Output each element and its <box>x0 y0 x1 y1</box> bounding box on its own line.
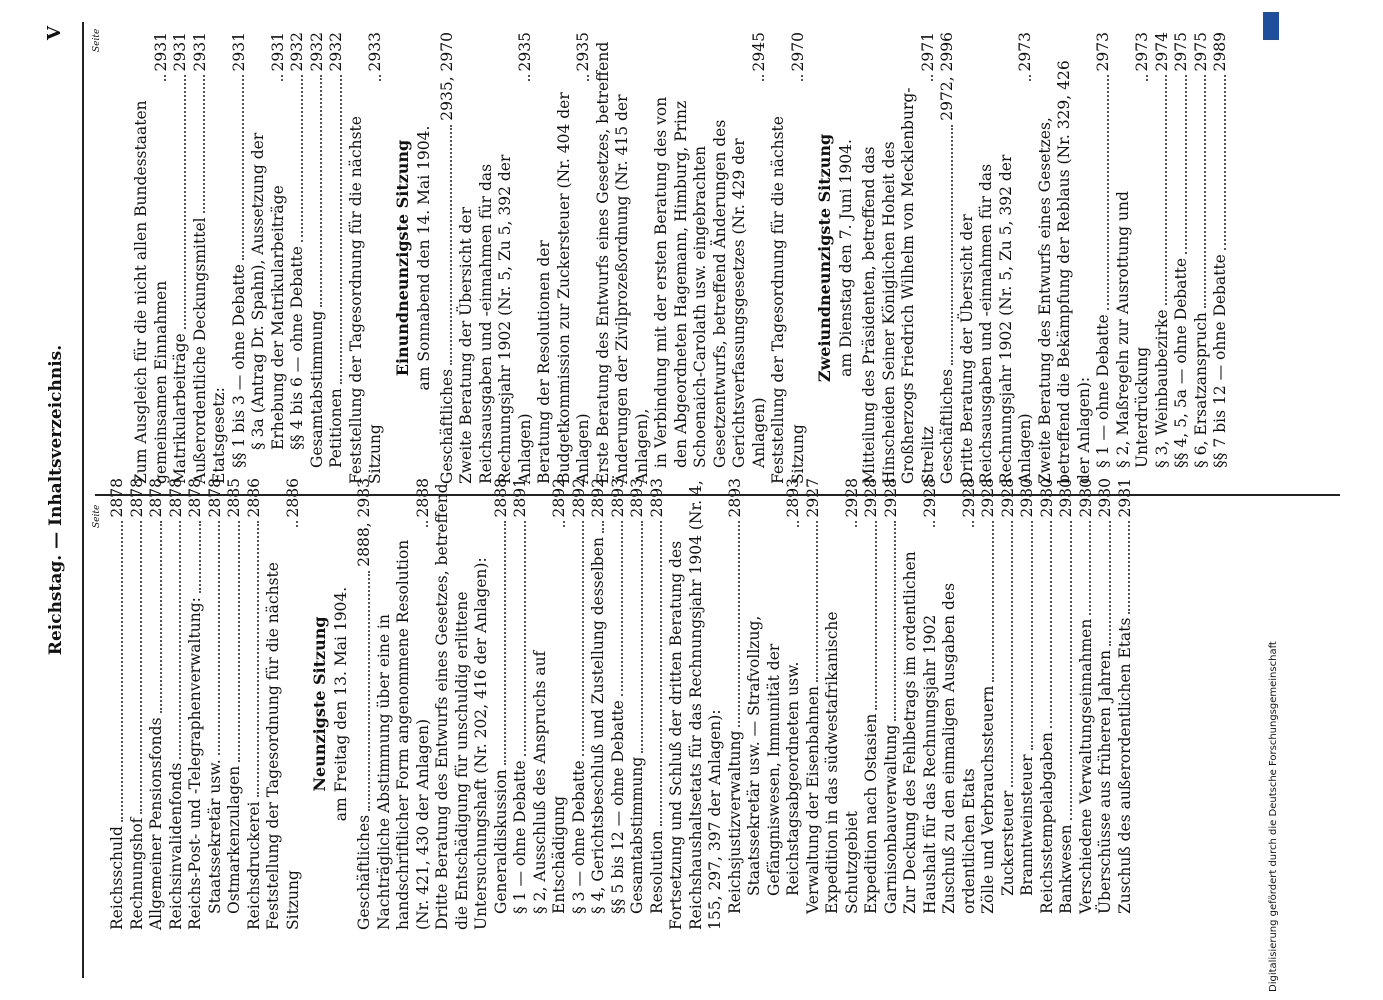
dot-leader <box>641 521 643 752</box>
toc-entry-text: Geschäftliches <box>938 368 956 484</box>
toc-entry-text: §§ 7 bis 12 — ohne Debatte <box>1211 254 1229 468</box>
toc-entry-text: Verwaltung der Eisenbahnen <box>803 686 822 914</box>
toc-entry-text: Dritte Beratung des Entwurfs eines Gesetzes, betreffend die Entschädigung für unschuldig erlittene Untersuchungshaft (Nr. 202, 416 der Anlagen): <box>433 483 490 930</box>
page-number: V <box>44 26 65 40</box>
toc-entry-text: § 3 — ohne Debatte <box>569 760 588 914</box>
toc-entry-text: Staatssekretär usw. <box>205 759 224 914</box>
toc-entry-text: §§ 5 bis 12 — ohne Debatte <box>608 700 627 914</box>
session-heading: Einundneunzigste Sitzung <box>392 139 412 377</box>
toc-entry-text: Reichs-Post- und -Telegraphenverwaltung: <box>186 597 204 930</box>
dot-leader <box>121 521 123 822</box>
toc-entry-text: §§ 1 bis 3 — ohne Debatte <box>229 264 248 468</box>
dot-leader <box>582 521 584 756</box>
dot-leader <box>1029 75 1031 81</box>
dot-leader <box>1107 75 1109 310</box>
toc-entry-text: Beratung der Resolutionen der Budgetkommission zur Zuckersteuer (Nr. 404 der Anlagen) <box>535 92 592 484</box>
toc-entry-page: 2928 <box>862 478 880 518</box>
toc-entry <box>882 478 902 930</box>
toc-entry-page: 2931 <box>171 32 189 72</box>
toc-entry-text: § 2, Ausschluß des Anspruchs auf Entschädigung <box>530 650 568 914</box>
toc-entry-page: 2930 <box>1018 478 1036 518</box>
dot-leader <box>602 521 604 533</box>
toc-entry-page: 2893 <box>784 478 802 518</box>
toc-entry-page: 2928 <box>979 478 997 518</box>
toc-entry <box>433 478 492 930</box>
toc-entry-text: Expedition in das südwestafrikanische Schutzgebiet <box>823 611 861 914</box>
toc-entry-text: Verschiedene Verwaltungseinnahmen <box>1076 618 1095 914</box>
dot-leader <box>242 75 244 260</box>
toc-entry-page: 2975 <box>1172 32 1190 72</box>
column-page-label-left: Seite <box>92 504 102 528</box>
dot-leader <box>1031 521 1033 750</box>
toc-entry-text: Generaldiskussion <box>491 769 510 914</box>
dot-leader <box>1050 521 1052 728</box>
toc-entry <box>1172 32 1192 484</box>
toc-entry-text: Zölle und Verbrauchssteuern <box>979 685 997 914</box>
toc-entry-page: 2931 <box>229 32 248 72</box>
session-date: am Sonnabend den 14. Mai 1904. <box>414 125 433 391</box>
toc-entry <box>511 478 531 930</box>
toc-entry-text: Zweite Beratung des Entwurfs eines Gesetzes, betreffend die Bekämpfung der Reblaus (Nr. 329, 426 der Anlagen): <box>1035 60 1093 484</box>
toc-entry <box>609 478 629 930</box>
toc-entry <box>457 32 535 484</box>
toc-entry <box>230 32 250 484</box>
toc-entry <box>667 478 726 930</box>
toc-entry-text: Erste Beratung des Entwurfs eines Gesetzes, betreffend Änderungen der Zivilprozeßordnung (Nr. 415 der Anlagen), <box>593 41 651 484</box>
toc-entry-page: 2932 <box>288 32 306 72</box>
dot-leader <box>1224 75 1226 250</box>
toc-entry-page: 2935 <box>574 32 592 72</box>
header-rule <box>82 22 84 978</box>
toc-entry-page: 2973 <box>1016 32 1034 72</box>
dot-leader <box>164 75 166 81</box>
column-page-label-right: Seite <box>92 28 102 52</box>
toc-entry-text: § 3a (Antrag Dr. Spahn), Aussetzung der Erhebung der Matrikularbeiträge <box>249 132 287 450</box>
toc-entry <box>492 478 512 930</box>
dot-leader <box>1165 75 1167 305</box>
toc-entry-text: Zweite Beratung der Übersicht der Reichsausgaben und -einnahmen für das Rechnungsjahr 1902 (Nr. 5, Zu 5, 392 der Anlagen) <box>457 154 534 484</box>
toc-entry <box>979 478 999 930</box>
dot-leader <box>218 521 220 755</box>
dot-leader <box>524 521 526 756</box>
toc-entry-page: 2893 <box>608 478 627 518</box>
funding-note: Digitalisierung gefördert durch die Deutsche Forschungsgemeinschaft <box>1268 641 1279 992</box>
toc-entry-page: 2932 <box>327 32 345 72</box>
toc-entry-page: 2945 <box>749 32 768 72</box>
toc-entry <box>726 478 746 930</box>
dot-leader <box>140 521 142 813</box>
toc-entry-page: 2892 <box>550 478 568 518</box>
toc-entry <box>1211 32 1231 484</box>
dot-leader <box>160 521 162 713</box>
toc-entry-text: § 2, Maßregeln zur Ausrottung und Unterdrückung <box>1113 191 1151 468</box>
toc-entry-text: § 6, Ersatzanspruch <box>1191 312 1210 468</box>
toc-entry-page: 2931 <box>190 32 209 72</box>
session-date: am Dienstag den 7. Juni 1904. <box>837 139 855 377</box>
toc-entry <box>347 32 386 484</box>
dot-leader <box>563 521 565 527</box>
toc-entry <box>652 32 769 484</box>
toc-entry-text: Gesamtabstimmung <box>628 756 646 914</box>
dot-leader <box>660 521 662 826</box>
toc-entry-page: 2932 <box>307 32 326 72</box>
toc-entry-page: 2933 <box>366 32 384 72</box>
toc-entry-text: Reichsschuld <box>108 826 126 930</box>
toc-entry-text: Zuschuß zu den einmaligen Ausgaben des ordentlichen Etats <box>940 582 978 914</box>
toc-entry <box>745 478 804 930</box>
toc-entry-page: 2935, 2970 <box>437 32 456 121</box>
dot-leader <box>1128 521 1130 613</box>
dot-leader <box>801 75 803 81</box>
dot-leader <box>855 521 857 527</box>
toc-entry-page: 2971 <box>918 32 937 72</box>
toc-entry-text: § 3, Weinbaubezirke <box>1152 309 1171 468</box>
dot-leader <box>1146 75 1148 81</box>
toc-entry-text: Feststellung der Tagesordnung für die nächste Sitzung <box>769 116 807 484</box>
dot-leader <box>738 521 740 726</box>
toc-entry-page: 2935 <box>515 32 534 72</box>
toc-entry-text: Bankwesen <box>1057 824 1075 914</box>
toc-entry-text: Feststellung der Tagesordnung für die nächste Sitzung <box>346 116 384 484</box>
toc-entry-page: 2931 <box>1115 478 1134 518</box>
dot-leader <box>894 521 896 720</box>
toc-entry-page: 2927 <box>803 478 822 518</box>
dot-leader <box>972 521 974 527</box>
toc-entry-text: Gesamtabstimmung <box>307 310 326 468</box>
toc-entry-page: 2928 <box>920 478 939 518</box>
dot-leader <box>504 521 506 765</box>
dot-leader <box>1089 521 1091 614</box>
toc-entry-page: 2878 <box>166 478 185 518</box>
toc-entry-page: 2931 <box>151 32 170 72</box>
toc-entry <box>1192 32 1212 484</box>
dot-leader <box>199 521 201 593</box>
page-header <box>44 22 70 978</box>
toc-entry <box>264 478 303 930</box>
toc-entry <box>1153 32 1173 484</box>
toc-entry-page: 2975 <box>1191 32 1210 72</box>
toc-entry <box>1096 478 1116 930</box>
toc-entry <box>531 478 570 930</box>
toc-entry <box>167 478 187 930</box>
dot-leader <box>875 521 877 709</box>
toc-entry <box>1077 478 1097 930</box>
toc-entry <box>438 32 458 484</box>
toc-entry <box>132 32 171 484</box>
toc-entry <box>862 478 882 930</box>
toc-entry <box>940 478 979 930</box>
toc-entry-page: 2885 <box>225 478 243 518</box>
dot-leader <box>931 75 933 81</box>
session-heading: Zweiundneunzigste Sitzung <box>815 133 834 383</box>
toc-entry-page: 2930 <box>1037 478 1056 518</box>
toc-entry <box>1038 478 1058 930</box>
toc-entry <box>589 478 609 930</box>
toc-entry <box>225 478 245 930</box>
toc-entry-page: 2892 <box>589 478 607 518</box>
toc-entry-text: Garnisonbauverwaltung <box>881 724 900 914</box>
toc-entry <box>355 478 375 930</box>
toc-entry <box>1114 32 1153 484</box>
toc-entry-text: Zur Deckung des Fehlbetrags im ordentlichen Haushalt für das Rechnungsjahr 1902 <box>901 551 939 914</box>
toc-entry-text: Zum Ausgleich für die nicht allen Bundesstaaten gemeinsamen Einnahmen <box>132 100 170 484</box>
dot-leader <box>528 75 530 81</box>
toc-entry-page: 2893 <box>647 478 666 518</box>
toc-entry <box>128 478 148 930</box>
toc-entry <box>769 32 808 484</box>
toc-entry-text: §§ 4 bis 6 — ohne Debatte <box>288 246 306 450</box>
toc-entry <box>206 478 226 930</box>
toc-entry-page: 2878 <box>127 478 146 518</box>
toc-entry-text: Außerordentliche Deckungsmittel <box>190 217 209 484</box>
toc-entry-text: Feststellung der Tagesordnung für die nächste Sitzung <box>264 562 302 930</box>
dot-leader <box>621 521 623 696</box>
toc-entry-text: Reichsjustizverwaltung <box>725 730 744 914</box>
toc-entry <box>901 478 940 930</box>
toc-entry-text: Zuschuß des außerordentlichen Etats <box>1115 617 1134 914</box>
dot-leader <box>951 125 953 365</box>
toc-column-right <box>132 32 1231 484</box>
toc-entry <box>860 32 938 484</box>
dot-leader <box>762 75 764 81</box>
dot-leader <box>184 75 186 329</box>
toc-entry-text: Branntweinsteuer <box>1018 754 1036 896</box>
toc-entry <box>249 32 288 484</box>
toc-entry-page: 2972, 2996 <box>938 32 956 121</box>
dot-leader <box>1070 521 1072 820</box>
toc-column-left <box>108 478 1135 930</box>
dot-leader <box>1185 75 1187 253</box>
dot-leader <box>426 521 428 527</box>
dot-leader <box>340 75 342 384</box>
toc-entry-page: 2878 <box>108 478 126 518</box>
dot-leader <box>1109 521 1111 645</box>
toc-entry-page: 2930 <box>1076 478 1095 518</box>
toc-entry <box>958 32 1036 484</box>
dot-leader <box>1011 521 1013 786</box>
toc-entry-text: Etatsgesetz: <box>210 387 228 484</box>
toc-entry-text: § 1 — ohne Debatte <box>511 760 529 914</box>
toc-entry-text: Ostmarkenzulagen <box>225 765 243 914</box>
toc-entry <box>938 32 958 484</box>
toc-entry-page: 2886 <box>283 478 302 518</box>
toc-entry <box>999 478 1019 930</box>
toc-entry-page: 2888 <box>491 478 510 518</box>
session-heading: Neunzigste Sitzung <box>310 616 329 792</box>
dot-leader <box>379 75 381 81</box>
toc-entry-text: Zuckersteuer <box>998 790 1017 896</box>
toc-entry <box>108 478 128 930</box>
column-divider <box>95 494 1340 496</box>
toc-entry-text: Geschäftliches <box>437 368 456 484</box>
toc-entry <box>288 32 308 484</box>
toc-entry-page: 2878 <box>186 478 204 518</box>
dot-leader <box>450 125 452 365</box>
toc-entry-page: 2888, 2933 <box>355 478 373 567</box>
toc-entry-text: Fortsetzung und Schluß der dritten Beratung des Reichshaushaltsetats für das Rechnungsjahr 1904 (Nr. 4, 155, 297, 397 der Anlagen): <box>667 480 724 930</box>
toc-entry <box>375 478 434 930</box>
running-title: Reichstag. — Inhaltsverzeichnis. <box>46 344 66 656</box>
toc-entry-page: 2931 <box>268 32 287 72</box>
toc-entry <box>570 478 590 930</box>
dot-leader <box>320 75 322 306</box>
toc-entry-page: 2886 <box>244 478 263 518</box>
toc-entry-text: Reichsstempelabgaben <box>1037 732 1056 914</box>
toc-entry <box>594 32 653 484</box>
dot-leader <box>933 521 935 527</box>
toc-entry-text: in Verbindung mit der ersten Beratung des von den Abgeordneten Hagemann, Himburg, Prinz Schoenaich-Carolath usw. eingebrachten Gesetzentwurfs, betreffend Änderungen des Gerichtsverfassungsgesetzes (Nr. 429 der Anlagen) <box>652 96 768 468</box>
toc-entry-page: 2970 <box>788 32 807 72</box>
toc-entry-page: 2888 <box>413 478 432 518</box>
toc-entry-page: 2928 <box>959 478 978 518</box>
toc-entry-text: Reichsdruckerei <box>244 801 263 930</box>
toc-entry-page: 2893 <box>725 478 744 518</box>
dot-leader <box>257 521 259 797</box>
toc-entry <box>648 478 668 930</box>
dot-leader <box>203 75 205 213</box>
toc-entry <box>327 32 347 484</box>
toc-entry-text: Staatssekretär usw. — Strafvollzug, Gefängniswesen, Immunität der Reichstagsabgeordneten usw. <box>745 615 802 896</box>
toc-entry-text: § 4, Gerichtsbeschluß und Zustellung desselben <box>589 537 607 914</box>
toc-entry-page: 2928 <box>842 478 861 518</box>
dot-leader <box>816 521 818 682</box>
toc-entry <box>804 478 824 930</box>
toc-entry <box>147 478 167 930</box>
dot-leader <box>797 521 799 527</box>
toc-entry-page: 2930 <box>1057 478 1075 518</box>
toc-entry-page: 2928 <box>881 478 900 518</box>
toc-entry-text: Expedition nach Ostasien <box>862 713 880 914</box>
toc-entry <box>186 478 206 930</box>
toc-entry-page: 2928 <box>998 478 1017 518</box>
toc-entry-text: Dritte Beratung der Übersicht der Reichsausgaben und -einnahmen für das Rechnungsjahr 1902 (Nr. 5, Zu 5, 392 der Anlagen) <box>957 154 1034 484</box>
dot-leader <box>296 521 298 527</box>
toc-entry-page: 2878 <box>205 478 224 518</box>
toc-entry-text: § 1 — ohne Debatte <box>1094 314 1112 468</box>
toc-entry-page: 2930 <box>1096 478 1114 518</box>
toc-entry-text: §§ 4, 5, 5a — ohne Debatte <box>1172 257 1190 468</box>
toc-entry-text: Mitteilung des Präsidenten, betreffend das Hinscheiden Seiner Königlichen Hoheit des Großherzogs Friedrich Wilhelm von Mecklenburg-Strelitz <box>860 87 937 484</box>
dfg-logo <box>1263 12 1279 40</box>
session-date: am Freitag den 13. Mai 1904. <box>332 586 350 822</box>
toc-entry <box>245 478 265 930</box>
toc-entry <box>1094 32 1114 484</box>
dot-leader <box>992 521 994 681</box>
toc-entry-page: 2973 <box>1094 32 1112 72</box>
toc-entry-page: 2878 <box>147 478 165 518</box>
toc-entry <box>1057 478 1077 930</box>
dot-leader <box>179 521 181 758</box>
toc-entry <box>191 32 211 484</box>
dot-leader <box>238 521 240 761</box>
toc-entry-text: Reichsinvalidenfonds <box>166 762 185 930</box>
toc-entry <box>535 32 594 484</box>
toc-entry-text: Nachträgliche Abstimmung über eine in handschriftlicher Form angenommene Resolution (Nr. 421, 430 der Anlagen) <box>374 539 432 930</box>
toc-entry <box>171 32 191 484</box>
toc-entry-page: 2989 <box>1211 32 1229 72</box>
toc-entry <box>628 478 648 930</box>
toc-entry-text: Rechnungshof <box>127 817 146 930</box>
dot-leader <box>1204 75 1206 308</box>
toc-entry-page: 2892 <box>569 478 588 518</box>
toc-entry <box>1018 478 1038 930</box>
dot-leader <box>301 75 303 242</box>
toc-entry-text: Allgemeiner Pensionsfonds <box>147 717 165 930</box>
toc-entry-text: Petitionen <box>327 388 345 468</box>
toc-entry-text: Überschüsse aus früheren Jahren <box>1096 649 1114 914</box>
toc-entry <box>823 478 862 930</box>
toc-entry-page: 2891 <box>511 478 529 518</box>
toc-entry-text: Matrikularbeiträge <box>171 333 189 484</box>
toc-entry-page: 2974 <box>1152 32 1171 72</box>
toc-entry-page: 2973 <box>1133 32 1151 72</box>
toc-entry-text: Resolution <box>647 830 666 914</box>
dot-leader <box>587 75 589 81</box>
dot-leader <box>368 571 370 811</box>
toc-entry <box>210 32 230 484</box>
toc-entry <box>308 32 328 484</box>
toc-entry-text: Geschäftliches <box>355 814 373 930</box>
dot-leader <box>281 75 283 81</box>
toc-entry-page: 2893 <box>628 478 646 518</box>
toc-entry <box>1036 32 1095 484</box>
toc-entry <box>1116 478 1136 930</box>
